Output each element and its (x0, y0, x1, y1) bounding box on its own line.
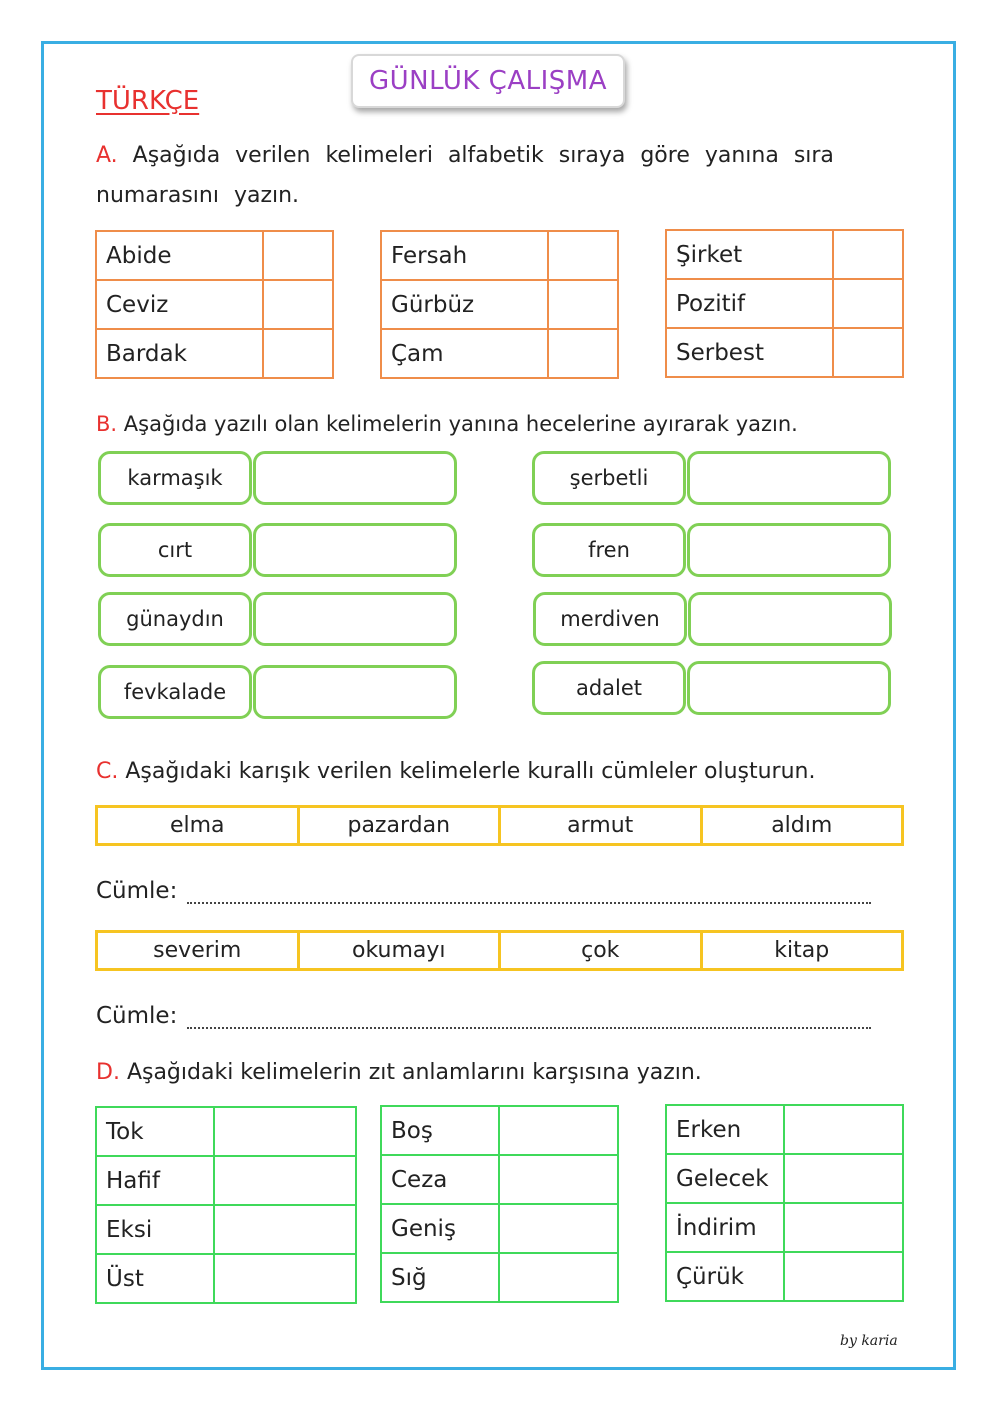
alphabet-word: Şirket (666, 230, 833, 279)
syllable-answer-box[interactable] (253, 451, 457, 505)
page-title: GÜNLÜK ÇALIŞMA (351, 54, 625, 108)
order-answer-cell[interactable] (548, 280, 618, 329)
section-b-instruction (96, 404, 798, 444)
alphabet-table-1 (95, 230, 334, 379)
scrambled-word: aldım (700, 808, 902, 843)
antonym-word: Sığ (381, 1253, 499, 1302)
antonym-answer-cell[interactable] (499, 1204, 618, 1253)
section-b-label: B. (96, 412, 118, 436)
section-c-text: Aşağıdaki karışık verilen kelimelerle kurallı cümleler oluşturun. (125, 759, 816, 784)
syllable-row (98, 592, 457, 646)
scrambled-words-row (95, 930, 904, 971)
sentence-label: Cümle: (96, 1003, 178, 1029)
scrambled-word: severim (153, 938, 242, 963)
order-answer-cell[interactable] (263, 280, 333, 329)
section-c-instruction (96, 752, 815, 792)
section-c-label: C. (96, 759, 119, 784)
antonym-word: Eksi (96, 1205, 214, 1254)
sentence-label: Cümle: (96, 878, 178, 904)
syllable-answer-box[interactable] (688, 592, 892, 646)
sentence-answer-line[interactable] (187, 1007, 871, 1029)
section-b-text: Aşağıda yazılı olan kelimelerin yanına hecelerine ayırarak yazın. (123, 412, 798, 436)
order-answer-cell[interactable] (548, 231, 618, 280)
order-answer-cell[interactable] (833, 230, 903, 279)
antonym-answer-cell[interactable] (499, 1253, 618, 1302)
section-a-text: Aşağıda verilen kelimeleri alfabetik sıraya göre yanına sıra numarasını yazın. (96, 143, 834, 208)
order-answer-cell[interactable] (263, 329, 333, 378)
syllable-word: cırt (98, 523, 252, 577)
scrambled-word: okumayı (297, 933, 499, 968)
order-answer-cell[interactable] (833, 328, 903, 377)
order-answer-cell[interactable] (833, 279, 903, 328)
antonym-answer-cell[interactable] (499, 1106, 618, 1155)
alphabet-word: Abide (96, 231, 263, 280)
syllable-answer-box[interactable] (253, 665, 457, 719)
antonym-word: Geniş (381, 1204, 499, 1253)
syllable-word: fevkalade (98, 665, 252, 719)
alphabet-table-2 (380, 230, 619, 379)
subject-label: TÜRKÇE (96, 86, 200, 116)
antonym-word: Hafif (96, 1156, 214, 1205)
alphabet-word: Fersah (381, 231, 548, 280)
antonym-word: Gelecek (666, 1154, 784, 1203)
antonym-answer-cell[interactable] (784, 1203, 903, 1252)
alphabet-word: Gürbüz (381, 280, 548, 329)
alphabet-word: Bardak (96, 329, 263, 378)
section-a-instruction (96, 136, 836, 216)
section-d-text: Aşağıdaki kelimelerin zıt anlamlarını karşısına yazın. (126, 1060, 702, 1085)
syllable-row (533, 592, 892, 646)
alphabet-word: Pozitif (666, 279, 833, 328)
section-d-label: D. (96, 1060, 120, 1085)
syllable-word: şerbetli (532, 451, 686, 505)
syllable-row (98, 523, 457, 577)
syllable-word: merdiven (533, 592, 687, 646)
scrambled-words-row (95, 805, 904, 846)
antonym-answer-cell[interactable] (499, 1155, 618, 1204)
antonym-word: Erken (666, 1105, 784, 1154)
antonym-word: İndirim (666, 1203, 784, 1252)
antonym-answer-cell[interactable] (214, 1156, 356, 1205)
syllable-answer-box[interactable] (687, 523, 891, 577)
scrambled-word: kitap (700, 933, 902, 968)
alphabet-word: Ceviz (96, 280, 263, 329)
antonym-table-1 (95, 1106, 357, 1304)
syllable-row (98, 451, 457, 505)
alphabet-table-3 (665, 229, 904, 378)
antonym-word: Ceza (381, 1155, 499, 1204)
antonym-answer-cell[interactable] (214, 1205, 356, 1254)
syllable-word: adalet (532, 661, 686, 715)
syllable-row (532, 661, 891, 715)
scrambled-word: elma (169, 813, 225, 838)
syllable-row (532, 523, 891, 577)
scrambled-word: pazardan (297, 808, 499, 843)
alphabet-word: Çam (381, 329, 548, 378)
syllable-answer-box[interactable] (687, 661, 891, 715)
syllable-answer-box[interactable] (253, 592, 457, 646)
antonym-answer-cell[interactable] (784, 1252, 903, 1301)
antonym-answer-cell[interactable] (784, 1154, 903, 1203)
antonym-word: Boş (381, 1106, 499, 1155)
alphabet-word: Serbest (666, 328, 833, 377)
sentence-line (96, 878, 871, 904)
author-signature: by karia (840, 1333, 898, 1349)
syllable-answer-box[interactable] (687, 451, 891, 505)
order-answer-cell[interactable] (263, 231, 333, 280)
antonym-word: Üst (96, 1254, 214, 1303)
syllable-row (98, 665, 457, 719)
antonym-table-3 (665, 1104, 904, 1302)
section-a-label: A. (96, 143, 118, 168)
syllable-word: karmaşık (98, 451, 252, 505)
antonym-answer-cell[interactable] (214, 1107, 356, 1156)
section-d-instruction (96, 1053, 702, 1093)
syllable-word: günaydın (98, 592, 252, 646)
scrambled-word: armut (498, 808, 700, 843)
syllable-answer-box[interactable] (253, 523, 457, 577)
antonym-word: Tok (96, 1107, 214, 1156)
antonym-table-2 (380, 1105, 619, 1303)
syllable-row (532, 451, 891, 505)
antonym-answer-cell[interactable] (784, 1105, 903, 1154)
sentence-answer-line[interactable] (187, 882, 871, 904)
order-answer-cell[interactable] (548, 329, 618, 378)
antonym-word: Çürük (666, 1252, 784, 1301)
scrambled-word: çok (498, 933, 700, 968)
antonym-answer-cell[interactable] (214, 1254, 356, 1303)
sentence-line (96, 1003, 871, 1029)
syllable-word: fren (532, 523, 686, 577)
